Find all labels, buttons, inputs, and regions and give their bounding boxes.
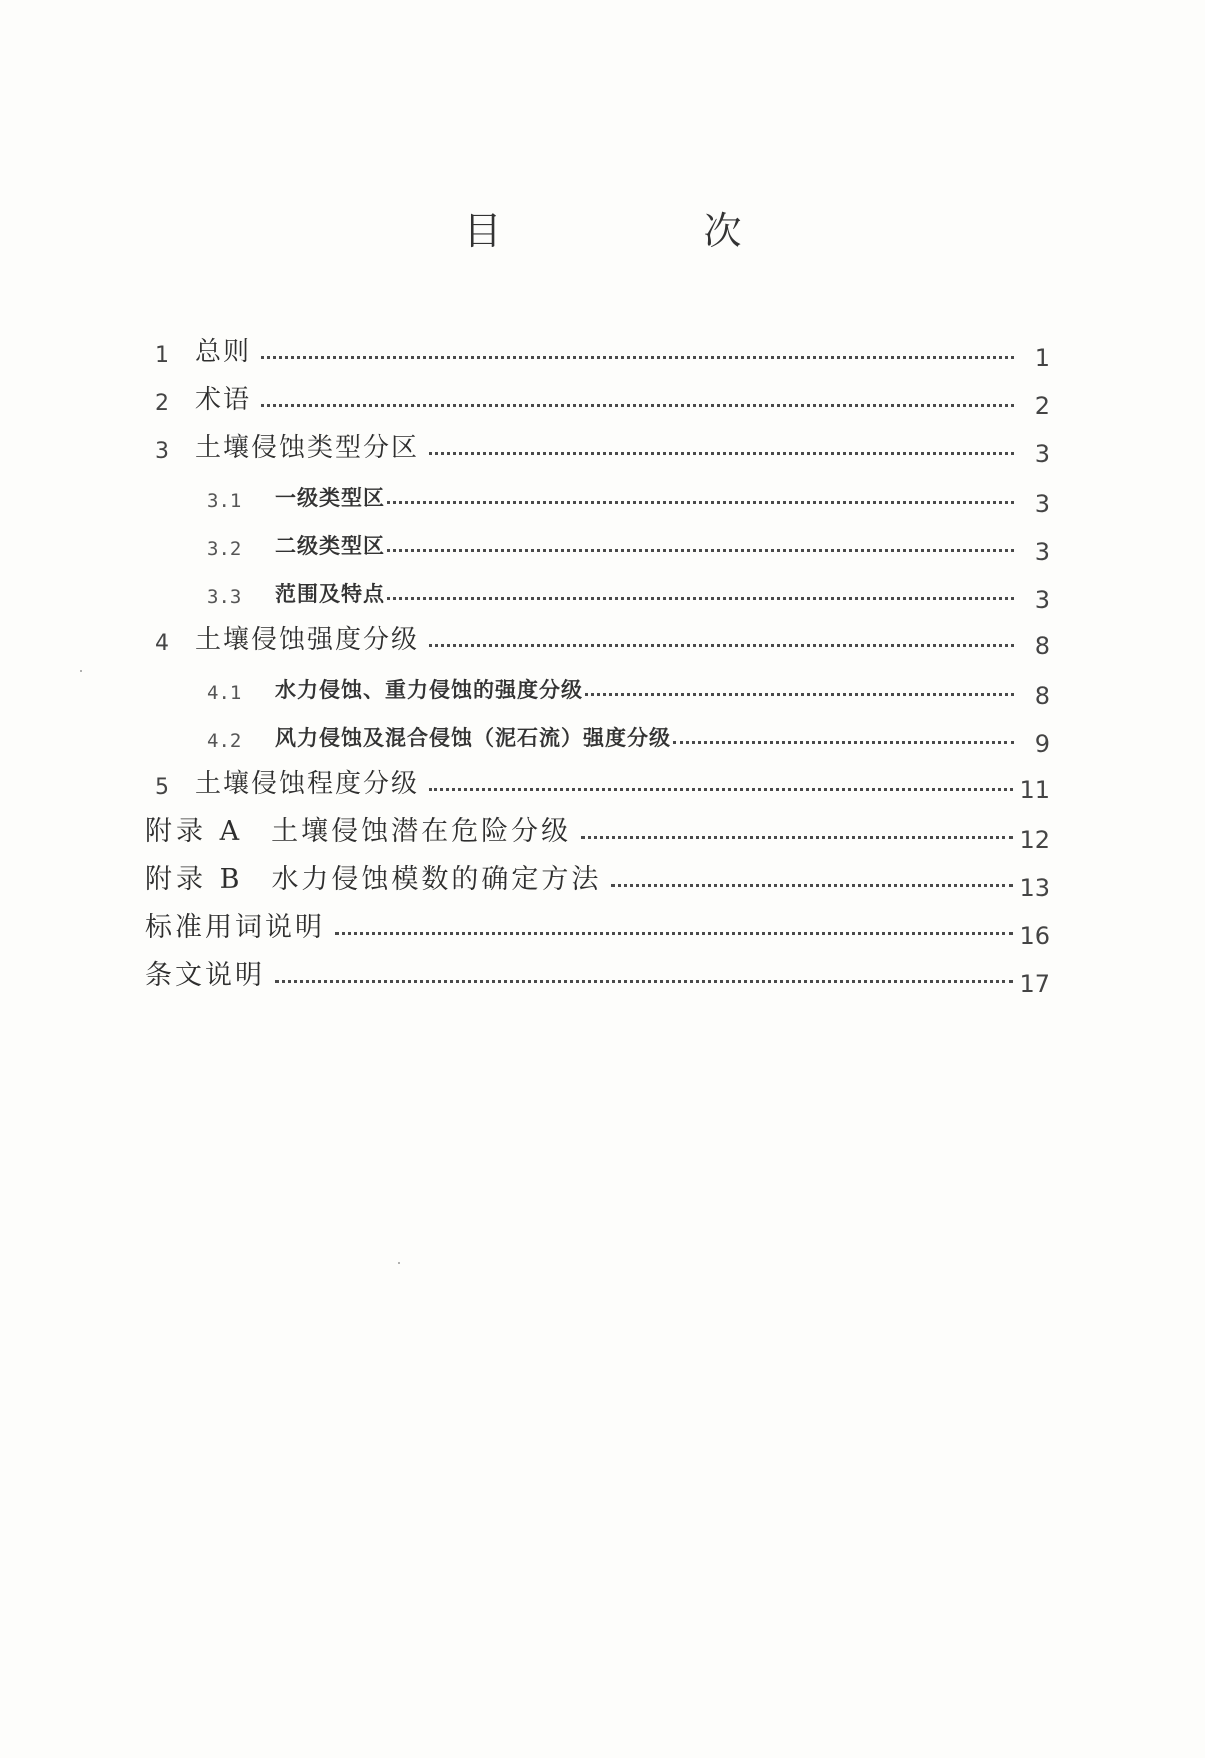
toc-entry-page: 8 [1034,632,1050,660]
toc-entry-number: 2 [155,391,169,416]
toc-entry-title: 风力侵蚀及混合侵蚀（泥石流）强度分级 [275,725,671,750]
toc-entry-title: 土壤侵蚀潜在危险分级 [271,816,572,847]
toc-entry-title: 土壤侵蚀类型分区 [195,433,420,463]
dot-leader [429,788,1013,791]
toc-entry-appendix-a[interactable] [145,800,1050,854]
toc-entry-number: 4.1 [207,682,242,704]
toc-entry-page: 2 [1034,392,1050,420]
dot-leader [387,597,1014,600]
dot-leader [335,932,1013,935]
toc-entry-clause-explanation[interactable] [145,944,1050,998]
dot-leader [261,404,1014,407]
toc-entry-number: 附录 B [145,864,244,895]
toc-entry-number: 3.1 [207,490,242,512]
toc-entry-3[interactable] [155,416,1050,468]
toc-entry-number: 4.2 [207,730,242,752]
toc-entry-title: 土壤侵蚀程度分级 [195,769,420,799]
toc-entry-5[interactable] [155,752,1050,804]
toc-entry-4-1[interactable] [155,656,1050,710]
toc-entry-page: 3 [1034,490,1050,518]
toc-entry-standard-wording[interactable] [145,896,1050,950]
toc-entry-4[interactable] [155,608,1050,660]
toc-entry-page: 12 [1019,826,1050,854]
toc-entry-title: 二级类型区 [275,533,385,558]
toc-entry-page: 9 [1034,730,1050,758]
toc-entry-page: 16 [1019,922,1050,950]
dot-leader [275,980,1013,983]
toc-entry-number: 3.2 [207,538,242,560]
toc-entry-page: 11 [1019,776,1050,804]
toc-entry-page: 1 [1034,344,1050,372]
toc-entry-title: 总则 [195,337,252,367]
toc-entry-3-2[interactable] [155,512,1050,566]
dot-leader [673,741,1014,744]
toc-entry-title: 术语 [195,385,252,415]
dot-leader [429,644,1014,647]
dot-leader [585,693,1014,696]
toc-entry-2[interactable] [155,368,1050,420]
toc-entry-title: 一级类型区 [275,485,385,510]
toc-entry-1[interactable] [155,320,1050,372]
toc-entry-4-2[interactable] [155,704,1050,758]
toc-entry-title: 土壤侵蚀强度分级 [195,625,420,655]
toc-entry-page: 17 [1019,970,1050,998]
toc-entry-title: 条文说明 [145,960,265,991]
toc-entry-title: 水力侵蚀、重力侵蚀的强度分级 [275,677,583,702]
toc-entry-title: 水力侵蚀模数的确定方法 [271,864,602,895]
dot-leader [611,884,1013,887]
toc-entry-number: 3 [155,439,169,464]
toc-entry-3-3[interactable] [155,560,1050,614]
dot-leader [581,836,1013,839]
toc-entry-appendix-b[interactable] [145,848,1050,902]
scan-speck [80,670,82,672]
dot-leader [387,501,1014,504]
page-title: 目 次 [463,209,824,253]
toc-entry-number: 1 [155,343,169,368]
toc-entry-title: 标准用词说明 [145,912,325,943]
dot-leader [261,356,1014,359]
scan-speck [398,1262,400,1264]
toc-entry-title: 范围及特点 [275,581,385,606]
toc-entry-page: 3 [1034,586,1050,614]
toc-entry-page: 13 [1019,874,1050,902]
toc-entry-page: 8 [1034,682,1050,710]
toc-entry-number: 3.3 [207,586,242,608]
dot-leader [387,549,1014,552]
toc-entry-number: 5 [155,775,169,800]
toc-entry-number: 4 [155,631,169,656]
toc-entry-3-1[interactable] [155,464,1050,518]
toc-entry-page: 3 [1034,538,1050,566]
dot-leader [429,452,1014,455]
table-of-contents [145,320,1050,998]
toc-entry-page: 3 [1034,440,1050,468]
toc-entry-number: 附录 A [145,816,244,847]
